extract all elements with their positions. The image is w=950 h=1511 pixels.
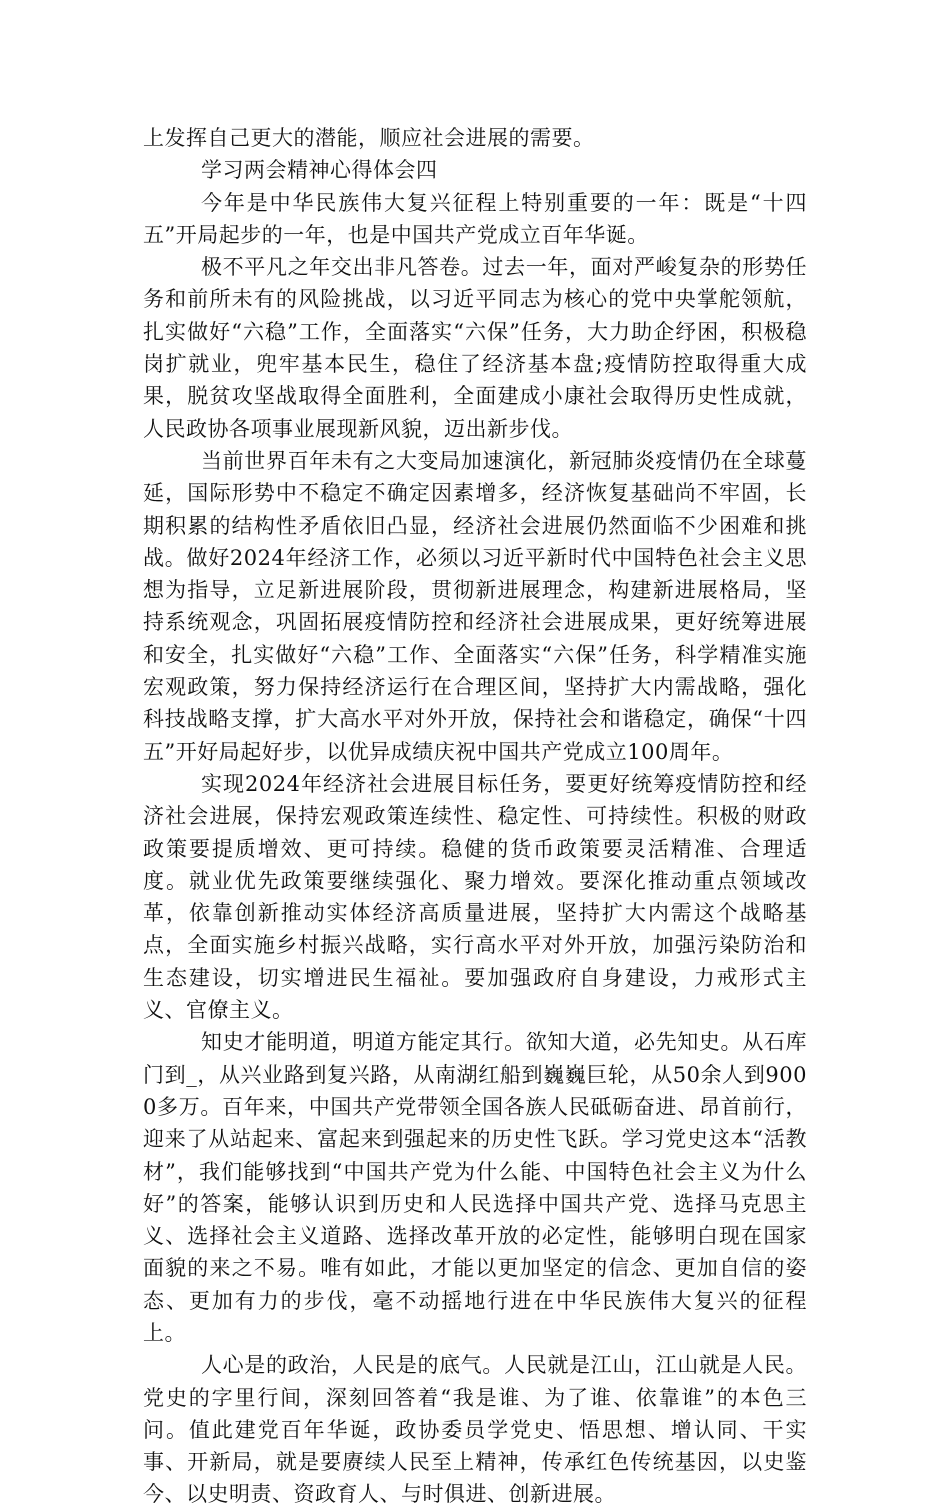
section-heading: 学习两会精神心得体会四	[201, 158, 438, 183]
paragraph: 人心是的政治，人民是的底气。人民就是江山，江山就是人民。党史的字里行间，深刻回答着“我是谁、为了谁、依靠谁”的本色三问。值此建党百年华诞，政协委员学党史、悟思想、增认同、干实事、开新局，就是要赓续人民至上精神，传承红色传统基因，以史鉴今、以史明责、资政育人、与时俱进、创新进展。	[143, 1353, 807, 1507]
document-body	[143, 122, 807, 1511]
paragraph: 当前世界百年未有之大变局加速演化，新冠肺炎疫情仍在全球蔓延，国际形势中不稳定不确定因素增多，经济恢复基础尚不牢固，长期积累的结构性矛盾依旧凸显，经济社会进展仍然面临不少困难和挑战。做好2024年经济工作，必须以习近平新时代中国特色社会主义思想为指导，立足新进展阶段，贯彻新进展理念，构建新进展格局，坚持系统观念，巩固拓展疫情防控和经济社会进展成果，更好统筹进展和安全，扎实做好“六稳”工作、全面落实“六保”任务，科学精准实施宏观政策，努力保持经济运行在合理区间，坚持扩大内需战略，强化科技战略支撑，扩大高水平对外开放，保持社会和谐稳定，确保“十四五”开好局起好步，以优异成绩庆祝中国共产党成立100周年。	[143, 448, 807, 764]
paragraph: 知史才能明道，明道方能定其行。欲知大道，必先知史。从石库门到_，从兴业路到复兴路，从南湖红船到巍巍巨轮，从50余人到9000多万。百年来，中国共产党带领全国各族人民砥砺奋进、昂首前行，迎来了从站起来、富起来到强起来的历史性飞跃。学习党史这本“活教材”，我们能够找到“中国共产党为什么能、中国特色社会主义为什么好”的答案，能够认识到历史和人民选择中国共产党、选择马克思主义、选择社会主义道路、选择改革开放的必定性，能够明白现在国家面貌的来之不易。唯有如此，才能以更加坚定的信念、更加自信的姿态、更加有力的步伐，毫不动摇地行进在中华民族伟大复兴的征程上。	[143, 1030, 807, 1345]
paragraph: 极不平凡之年交出非凡答卷。过去一年，面对严峻复杂的形势任务和前所未有的风险挑战，以习近平同志为核心的党中央掌舵领航，扎实做好“六稳”工作，全面落实“六保”任务，大力助企纾困，积极稳岗扩就业，兜牢基本民生，稳住了经济基本盘;疫情防控取得重大成果，脱贫攻坚战取得全面胜利，全面建成小康社会取得历史性成就，人民政协各项事业展现新风貌，迈出新步伐。	[143, 255, 807, 441]
paragraph-continuation: 上发挥自己更大的潜能，顺应社会进展的需要。	[143, 126, 595, 150]
paragraph: 实现2024年经济社会进展目标任务，要更好统筹疫情防控和经济社会进展，保持宏观政策连续性、稳定性、可持续性。积极的财政政策要提质增效、更可持续。稳健的货币政策要灵活精准、合理适度。就业优先政策要继续强化、聚力增效。要深化推动重点领域改革，依靠创新推动实体经济高质量进展，坚持扩大内需这个战略基点，全面实施乡村振兴战略，实行高水平对外开放，加强污染防治和生态建设，切实增进民生福祉。要加强政府自身建设，力戒形式主义、官僚主义。	[143, 771, 807, 1023]
paragraph: 今年是中华民族伟大复兴征程上特别重要的一年：既是“十四五”开局起步的一年，也是中国共产党成立百年华诞。	[143, 190, 807, 247]
